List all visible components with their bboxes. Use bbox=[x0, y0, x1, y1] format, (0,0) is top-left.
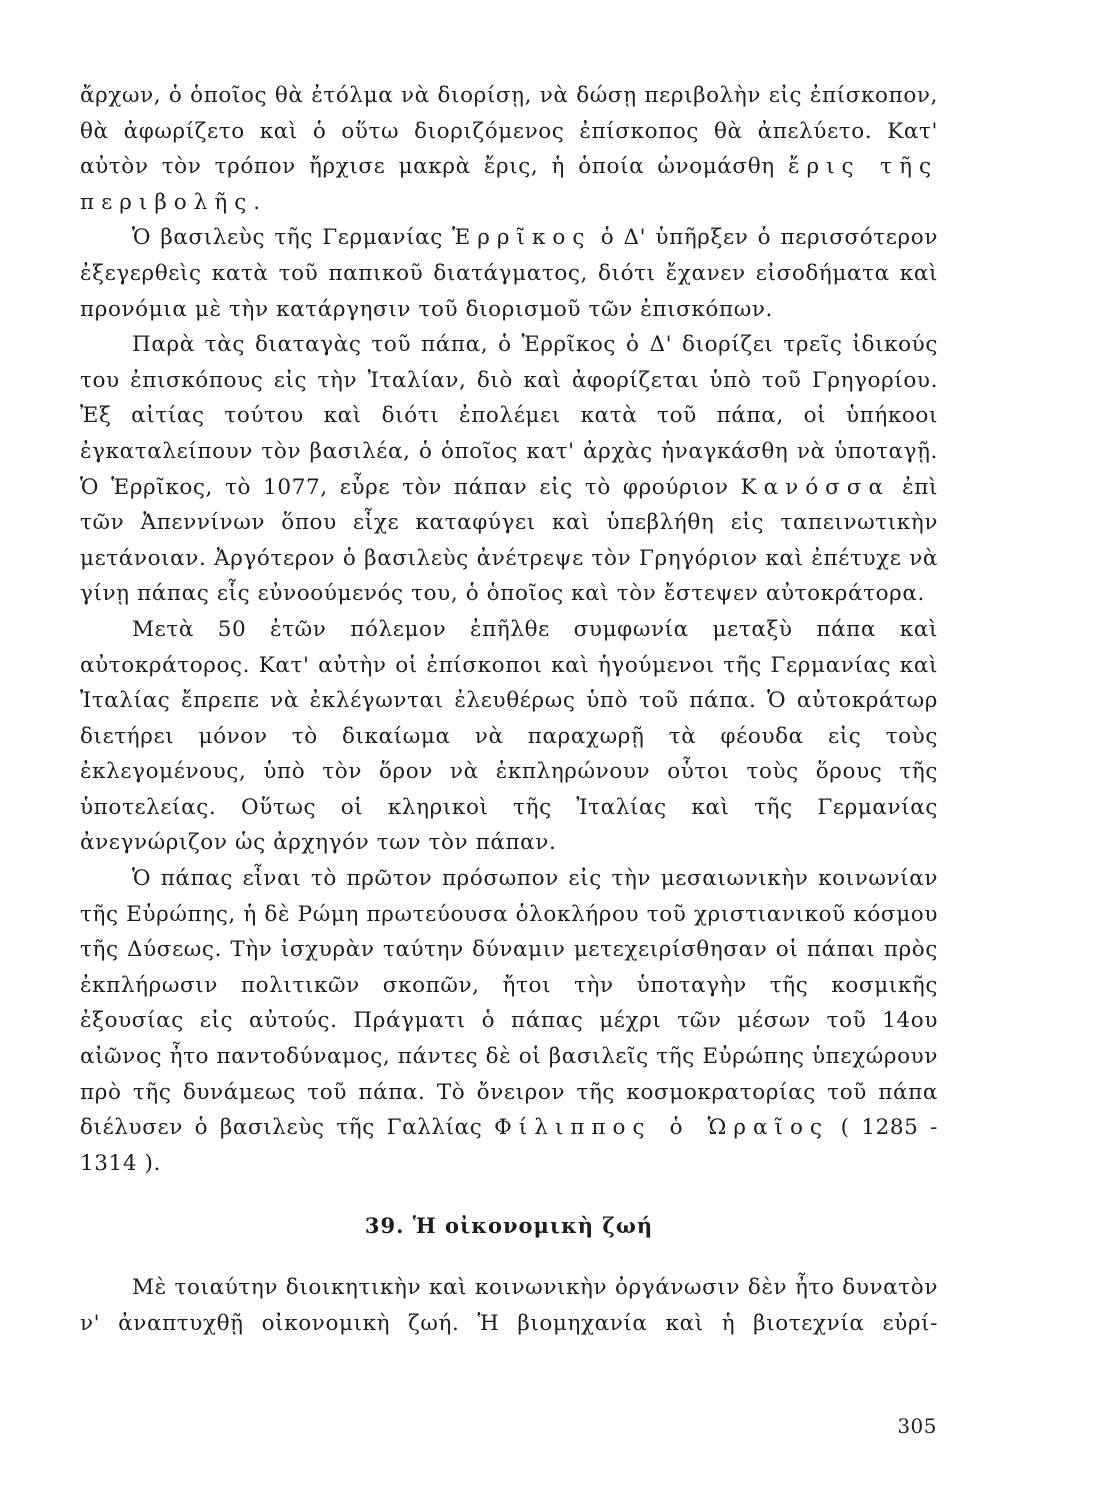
paragraph-5 bbox=[80, 861, 938, 1181]
paragraph-1 bbox=[80, 78, 938, 220]
page-number: 305 bbox=[897, 1414, 937, 1438]
spaced-term-eris: ἔρις τῆς περιβολῆς bbox=[80, 154, 938, 215]
paragraph-3-rest: ἐπὶ τῶν Ἀπεννίνων ὅπου εἶχε καταφύγει καὶ ὑπεβλήθη εἰς ταπεινωτικὴν μετάνοιαν. Ἀργότερον ὁ βασιλεὺς ἀνέτρεψε τὸν Γρηγόριον καὶ ἐπέτυχε νὰ γίνῃ πάπας εἷς εὐνοούμενός του, ὁ ὁποῖος καὶ τὸν ἔστεψεν αὐτοκράτορα. bbox=[80, 474, 939, 607]
paragraph-5-start: Ὁ πάπας εἶναι τὸ πρῶτον πρόσωπον εἰς τὴν μεσαιωνικὴν κοινωνίαν τῆς Εὐρώπης, ἡ δὲ Ρώμη πρωτεύουσα ὁλοκλήρου τοῦ χριστιανικοῦ κόσμου τῆς Δύσεως. Τὴν ἰσχυρὰν ταύτην δύναμιν μετεχειρίσθησαν οἱ πάπαι πρὸς ἐκπλήρωσιν πολιτικῶν σκοπῶν, ἤτοι τὴν ὑποταγὴν τῆς κοσμικῆς ἐξουσίας εἰς αὐτούς. Πράγματι ὁ πάπας μέχρι τῶν μέσων τοῦ 14ου αἰῶνος ἦτο παντοδύναμος, πάντες δὲ οἱ βασιλεῖς τῆς Εὐρώπης ὑπεχώρουν πρὸ τῆς δυνάμεως τοῦ πάπα. Τὸ ὄνειρον τῆς κοσμοκρατορίας τοῦ πάπα διέλυσεν ὁ βασιλεὺς τῆς Γαλλίας bbox=[80, 866, 938, 1141]
paragraph-3 bbox=[80, 327, 938, 612]
paragraph-2 bbox=[80, 220, 938, 327]
paragraph-2-rest: ὁ Δ' ὑπῆρξεν ὁ περισσότερον ἐξεγερθεὶς κατὰ τοῦ παπικοῦ διατάγματος, διότι ἔχανεν εἰσοδήματα καὶ προνόμια μὲ τὴν κατάργησιν τοῦ διορισμοῦ τῶν ἐπισκόπων. bbox=[80, 225, 938, 322]
paragraph-3-start: Παρὰ τὰς διαταγὰς τοῦ πάπα, ὁ Ἑρρῖκος ὁ Δ' διορίζει τρεῖς ἰδικούς του ἐπισκόπους εἰς τὴν Ἰταλίαν, διὸ καὶ ἀφορίζεται ὑπὸ τοῦ Γρηγορίου. Ἐξ αἰτίας τούτου καὶ διότι ἐπολέμει κατὰ τοῦ πάπα, οἱ ὑπήκοοι ἐγκαταλείπουν τὸν βασιλέα, ὁ ὁποῖος κατ' ἀρχὰς ἠναγκάσθη νὰ ὑποταγῇ. Ὁ Ἑρρῖκος, τὸ 1077, εὗρε τὸν πάπαν εἰς τὸ φρούριον bbox=[80, 332, 938, 500]
spaced-place-kanossa: Κανόσσα bbox=[740, 474, 891, 500]
paragraph-5-dates: ( 1285 - 1314 ). bbox=[80, 1115, 938, 1176]
paragraph-6 bbox=[80, 1270, 938, 1341]
paragraph-1-end: . bbox=[253, 189, 261, 215]
paragraph-1-text: ἄρχων, ὁ ὁποῖος θὰ ἐτόλμα νὰ διορίσῃ, νὰ δώσῃ περιβολὴν εἰς ἐπίσκοπον, θὰ ἀφωρίζετο καὶ ὁ οὕτω διοριζόμενος ἐπίσκοπος θὰ ἀπελύετο. Κατ' αὐτὸν τὸν τρόπον ἤρχισε μακρὰ ἔρις, ἡ ὁποία ὠνομάσθη bbox=[80, 83, 938, 180]
paragraph-4-text: Μετὰ 50 ἐτῶν πόλεμον ἐπῆλθε συμφωνία μεταξὺ πάπα καὶ αὐτοκράτορος. Κατ' αὐτὴν οἱ ἐπίσκοποι καὶ ἡγούμενοι τῆς Γερμανίας καὶ Ἰταλίας ἔπρεπε νὰ ἐκλέγωνται ἐλευθέρως ὑπὸ τοῦ πάπα. Ὁ αὐτοκράτωρ διετήρει μόνον τὸ δικαίωμα νὰ παραχωρῇ τὰ φέουδα εἰς τοὺς ἐκλεγομένους, ὑπὸ τὸν ὅρον νὰ ἐκπληρώνουν οὗτοι τοὺς ὅρους τῆς ὑποτελείας. Οὕτως οἱ κληρικοὶ τῆς Ἰταλίας καὶ τῆς Γερμανίας ἀνεγνώριζον ὡς ἀρχηγόν των τὸν πάπαν. bbox=[80, 616, 938, 856]
paragraph-4 bbox=[80, 612, 938, 861]
section-heading: 39. Ἡ οἰκονομικὴ ζωή bbox=[364, 1213, 654, 1239]
paragraph-2-start: Ὁ βασιλεὺς τῆς Γερμανίας bbox=[132, 225, 443, 251]
spaced-name-filippos: Φίλιππος ὁ Ὡραῖος bbox=[494, 1115, 829, 1141]
spaced-name-errikos: Ἑρρῖκος bbox=[452, 225, 592, 251]
page-body bbox=[80, 78, 938, 1341]
paragraph-6-text: Μὲ τοιαύτην διοικητικὴν καὶ κοινωνικὴν ὀργάνωσιν δὲν ἦτο δυνατὸν ν' ἀναπτυχθῇ οἰκονομικὴ ζωή. Ἡ βιομηχανία καὶ ἡ βιοτεχνία εὐρί- bbox=[80, 1275, 938, 1336]
